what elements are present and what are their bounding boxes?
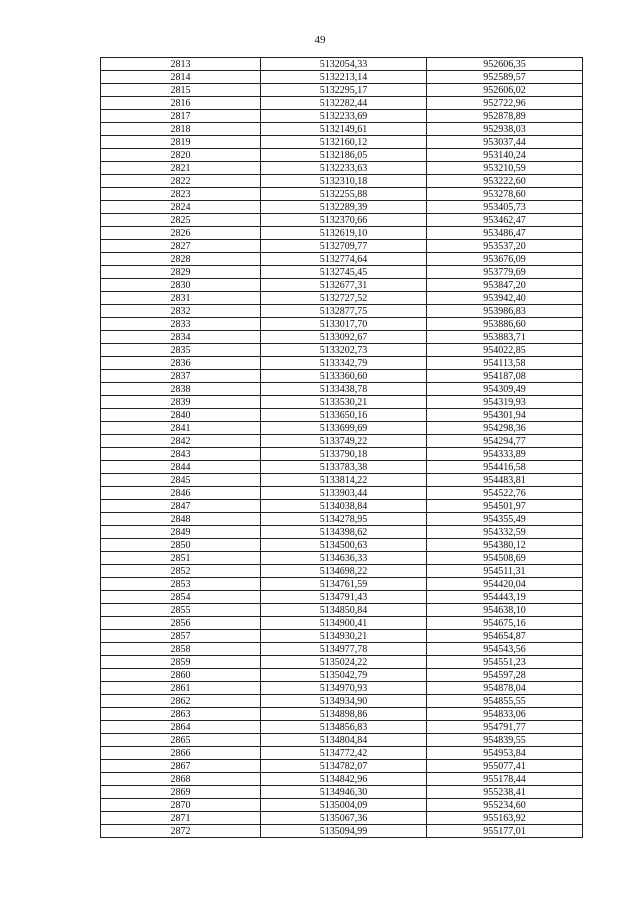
y-coordinate-cell: 952938,03 bbox=[427, 123, 583, 136]
coordinates-table bbox=[100, 57, 583, 838]
y-coordinate-cell: 953405,73 bbox=[427, 201, 583, 214]
y-coordinate-cell: 952878,89 bbox=[427, 110, 583, 123]
point-number-cell: 2854 bbox=[101, 591, 261, 604]
x-coordinate-cell: 5132233,69 bbox=[261, 110, 427, 123]
x-coordinate-cell: 5134500,63 bbox=[261, 539, 427, 552]
y-coordinate-cell: 955177,01 bbox=[427, 825, 583, 838]
y-coordinate-cell: 953779,69 bbox=[427, 266, 583, 279]
point-number-cell: 2822 bbox=[101, 175, 261, 188]
y-coordinate-cell: 953037,44 bbox=[427, 136, 583, 149]
table-row bbox=[101, 474, 583, 487]
y-coordinate-cell: 955238,41 bbox=[427, 786, 583, 799]
x-coordinate-cell: 5135024,22 bbox=[261, 656, 427, 669]
x-coordinate-cell: 5132233,63 bbox=[261, 162, 427, 175]
point-number-cell: 2842 bbox=[101, 435, 261, 448]
x-coordinate-cell: 5132295,17 bbox=[261, 84, 427, 97]
y-coordinate-cell: 954022,85 bbox=[427, 344, 583, 357]
point-number-cell: 2838 bbox=[101, 383, 261, 396]
y-coordinate-cell: 953486,47 bbox=[427, 227, 583, 240]
x-coordinate-cell: 5134278,95 bbox=[261, 513, 427, 526]
y-coordinate-cell: 954543,56 bbox=[427, 643, 583, 656]
y-coordinate-cell: 953886,60 bbox=[427, 318, 583, 331]
x-coordinate-cell: 5134900,41 bbox=[261, 617, 427, 630]
x-coordinate-cell: 5135067,36 bbox=[261, 812, 427, 825]
y-coordinate-cell: 954298,36 bbox=[427, 422, 583, 435]
table-row bbox=[101, 58, 583, 71]
y-coordinate-cell: 952606,35 bbox=[427, 58, 583, 71]
x-coordinate-cell: 5132677,31 bbox=[261, 279, 427, 292]
point-number-cell: 2840 bbox=[101, 409, 261, 422]
table-row bbox=[101, 357, 583, 370]
table-row bbox=[101, 123, 583, 136]
y-coordinate-cell: 954791,77 bbox=[427, 721, 583, 734]
y-coordinate-cell: 954953,84 bbox=[427, 747, 583, 760]
table-row bbox=[101, 591, 583, 604]
x-coordinate-cell: 5135094,99 bbox=[261, 825, 427, 838]
table-row bbox=[101, 409, 583, 422]
y-coordinate-cell: 954654,87 bbox=[427, 630, 583, 643]
y-coordinate-cell: 954839,55 bbox=[427, 734, 583, 747]
y-coordinate-cell: 954878,04 bbox=[427, 682, 583, 695]
table-row bbox=[101, 344, 583, 357]
x-coordinate-cell: 5132727,52 bbox=[261, 292, 427, 305]
point-number-cell: 2853 bbox=[101, 578, 261, 591]
table-row bbox=[101, 448, 583, 461]
table-row bbox=[101, 84, 583, 97]
x-coordinate-cell: 5132160,12 bbox=[261, 136, 427, 149]
y-coordinate-cell: 954301,94 bbox=[427, 409, 583, 422]
x-coordinate-cell: 5135042,79 bbox=[261, 669, 427, 682]
x-coordinate-cell: 5132709,77 bbox=[261, 240, 427, 253]
table-row bbox=[101, 682, 583, 695]
y-coordinate-cell: 954380,12 bbox=[427, 539, 583, 552]
y-coordinate-cell: 954597,28 bbox=[427, 669, 583, 682]
point-number-cell: 2813 bbox=[101, 58, 261, 71]
y-coordinate-cell: 953847,20 bbox=[427, 279, 583, 292]
point-number-cell: 2831 bbox=[101, 292, 261, 305]
x-coordinate-cell: 5133790,18 bbox=[261, 448, 427, 461]
table-row bbox=[101, 643, 583, 656]
table-row bbox=[101, 292, 583, 305]
point-number-cell: 2837 bbox=[101, 370, 261, 383]
point-number-cell: 2839 bbox=[101, 396, 261, 409]
x-coordinate-cell: 5132289,39 bbox=[261, 201, 427, 214]
table-row bbox=[101, 721, 583, 734]
x-coordinate-cell: 5133749,22 bbox=[261, 435, 427, 448]
point-number-cell: 2816 bbox=[101, 97, 261, 110]
point-number-cell: 2843 bbox=[101, 448, 261, 461]
x-coordinate-cell: 5133699,69 bbox=[261, 422, 427, 435]
x-coordinate-cell: 5134934,90 bbox=[261, 695, 427, 708]
x-coordinate-cell: 5134977,78 bbox=[261, 643, 427, 656]
y-coordinate-cell: 955234,60 bbox=[427, 799, 583, 812]
table-row bbox=[101, 487, 583, 500]
point-number-cell: 2852 bbox=[101, 565, 261, 578]
point-number-cell: 2856 bbox=[101, 617, 261, 630]
y-coordinate-cell: 954551,23 bbox=[427, 656, 583, 669]
point-number-cell: 2867 bbox=[101, 760, 261, 773]
y-coordinate-cell: 955178,44 bbox=[427, 773, 583, 786]
x-coordinate-cell: 5132054,33 bbox=[261, 58, 427, 71]
y-coordinate-cell: 952589,57 bbox=[427, 71, 583, 84]
point-number-cell: 2818 bbox=[101, 123, 261, 136]
x-coordinate-cell: 5134898,86 bbox=[261, 708, 427, 721]
table-row bbox=[101, 370, 583, 383]
table-row bbox=[101, 149, 583, 162]
x-coordinate-cell: 5133017,70 bbox=[261, 318, 427, 331]
table-row bbox=[101, 253, 583, 266]
page-number: 49 bbox=[314, 34, 326, 46]
y-coordinate-cell: 954443,19 bbox=[427, 591, 583, 604]
x-coordinate-cell: 5132213,14 bbox=[261, 71, 427, 84]
point-number-cell: 2815 bbox=[101, 84, 261, 97]
table-row bbox=[101, 604, 583, 617]
table-row bbox=[101, 760, 583, 773]
y-coordinate-cell: 954675,16 bbox=[427, 617, 583, 630]
point-number-cell: 2835 bbox=[101, 344, 261, 357]
point-number-cell: 2858 bbox=[101, 643, 261, 656]
point-number-cell: 2860 bbox=[101, 669, 261, 682]
table-row bbox=[101, 201, 583, 214]
x-coordinate-cell: 5133342,79 bbox=[261, 357, 427, 370]
y-coordinate-cell: 954355,49 bbox=[427, 513, 583, 526]
table-row bbox=[101, 799, 583, 812]
table-row bbox=[101, 669, 583, 682]
x-coordinate-cell: 5134398,62 bbox=[261, 526, 427, 539]
y-coordinate-cell: 953537,20 bbox=[427, 240, 583, 253]
x-coordinate-cell: 5134038,84 bbox=[261, 500, 427, 513]
table-row bbox=[101, 812, 583, 825]
y-coordinate-cell: 953676,09 bbox=[427, 253, 583, 266]
x-coordinate-cell: 5132186,05 bbox=[261, 149, 427, 162]
table-row bbox=[101, 617, 583, 630]
table-row bbox=[101, 513, 583, 526]
point-number-cell: 2820 bbox=[101, 149, 261, 162]
point-number-cell: 2861 bbox=[101, 682, 261, 695]
x-coordinate-cell: 5133202,73 bbox=[261, 344, 427, 357]
y-coordinate-cell: 954309,49 bbox=[427, 383, 583, 396]
table-row bbox=[101, 526, 583, 539]
y-coordinate-cell: 954508,69 bbox=[427, 552, 583, 565]
point-number-cell: 2832 bbox=[101, 305, 261, 318]
x-coordinate-cell: 5134636,33 bbox=[261, 552, 427, 565]
table-row bbox=[101, 279, 583, 292]
point-number-cell: 2826 bbox=[101, 227, 261, 240]
point-number-cell: 2827 bbox=[101, 240, 261, 253]
y-coordinate-cell: 953140,24 bbox=[427, 149, 583, 162]
x-coordinate-cell: 5132370,66 bbox=[261, 214, 427, 227]
y-coordinate-cell: 954113,58 bbox=[427, 357, 583, 370]
y-coordinate-cell: 954833,06 bbox=[427, 708, 583, 721]
point-number-cell: 2823 bbox=[101, 188, 261, 201]
x-coordinate-cell: 5132310,18 bbox=[261, 175, 427, 188]
x-coordinate-cell: 5134930,21 bbox=[261, 630, 427, 643]
y-coordinate-cell: 954483,81 bbox=[427, 474, 583, 487]
point-number-cell: 2821 bbox=[101, 162, 261, 175]
point-number-cell: 2825 bbox=[101, 214, 261, 227]
table-row bbox=[101, 786, 583, 799]
point-number-cell: 2834 bbox=[101, 331, 261, 344]
table-row bbox=[101, 266, 583, 279]
point-number-cell: 2829 bbox=[101, 266, 261, 279]
table-row bbox=[101, 708, 583, 721]
table-row bbox=[101, 188, 583, 201]
y-coordinate-cell: 953942,40 bbox=[427, 292, 583, 305]
point-number-cell: 2814 bbox=[101, 71, 261, 84]
point-number-cell: 2863 bbox=[101, 708, 261, 721]
x-coordinate-cell: 5132774,64 bbox=[261, 253, 427, 266]
table-row bbox=[101, 539, 583, 552]
table-row bbox=[101, 110, 583, 123]
point-number-cell: 2817 bbox=[101, 110, 261, 123]
point-number-cell: 2864 bbox=[101, 721, 261, 734]
x-coordinate-cell: 5133092,67 bbox=[261, 331, 427, 344]
point-number-cell: 2851 bbox=[101, 552, 261, 565]
y-coordinate-cell: 954187,08 bbox=[427, 370, 583, 383]
x-coordinate-cell: 5133783,38 bbox=[261, 461, 427, 474]
table-row bbox=[101, 136, 583, 149]
y-coordinate-cell: 955163,92 bbox=[427, 812, 583, 825]
x-coordinate-cell: 5132619,10 bbox=[261, 227, 427, 240]
y-coordinate-cell: 954294,77 bbox=[427, 435, 583, 448]
point-number-cell: 2833 bbox=[101, 318, 261, 331]
point-number-cell: 2846 bbox=[101, 487, 261, 500]
y-coordinate-cell: 955077,41 bbox=[427, 760, 583, 773]
point-number-cell: 2824 bbox=[101, 201, 261, 214]
x-coordinate-cell: 5133438,78 bbox=[261, 383, 427, 396]
point-number-cell: 2819 bbox=[101, 136, 261, 149]
point-number-cell: 2871 bbox=[101, 812, 261, 825]
point-number-cell: 2847 bbox=[101, 500, 261, 513]
y-coordinate-cell: 954332,59 bbox=[427, 526, 583, 539]
y-coordinate-cell: 954319,93 bbox=[427, 396, 583, 409]
point-number-cell: 2836 bbox=[101, 357, 261, 370]
y-coordinate-cell: 953210,59 bbox=[427, 162, 583, 175]
point-number-cell: 2868 bbox=[101, 773, 261, 786]
y-coordinate-cell: 954501,97 bbox=[427, 500, 583, 513]
x-coordinate-cell: 5132745,45 bbox=[261, 266, 427, 279]
point-number-cell: 2869 bbox=[101, 786, 261, 799]
table-row bbox=[101, 396, 583, 409]
point-number-cell: 2845 bbox=[101, 474, 261, 487]
x-coordinate-cell: 5132877,75 bbox=[261, 305, 427, 318]
point-number-cell: 2828 bbox=[101, 253, 261, 266]
x-coordinate-cell: 5134946,30 bbox=[261, 786, 427, 799]
point-number-cell: 2841 bbox=[101, 422, 261, 435]
table-row bbox=[101, 656, 583, 669]
x-coordinate-cell: 5134782,07 bbox=[261, 760, 427, 773]
table-row bbox=[101, 734, 583, 747]
point-number-cell: 2849 bbox=[101, 526, 261, 539]
y-coordinate-cell: 953222,60 bbox=[427, 175, 583, 188]
y-coordinate-cell: 953883,71 bbox=[427, 331, 583, 344]
table-row bbox=[101, 227, 583, 240]
x-coordinate-cell: 5135004,09 bbox=[261, 799, 427, 812]
table-row bbox=[101, 162, 583, 175]
point-number-cell: 2857 bbox=[101, 630, 261, 643]
table-row bbox=[101, 552, 583, 565]
table-row bbox=[101, 435, 583, 448]
coordinates-table-body bbox=[101, 58, 583, 838]
y-coordinate-cell: 954511,31 bbox=[427, 565, 583, 578]
point-number-cell: 2872 bbox=[101, 825, 261, 838]
point-number-cell: 2862 bbox=[101, 695, 261, 708]
y-coordinate-cell: 954855,55 bbox=[427, 695, 583, 708]
point-number-cell: 2830 bbox=[101, 279, 261, 292]
y-coordinate-cell: 952722,96 bbox=[427, 97, 583, 110]
table-row bbox=[101, 695, 583, 708]
x-coordinate-cell: 5134791,43 bbox=[261, 591, 427, 604]
table-row bbox=[101, 175, 583, 188]
table-row bbox=[101, 461, 583, 474]
x-coordinate-cell: 5134804,84 bbox=[261, 734, 427, 747]
x-coordinate-cell: 5133530,21 bbox=[261, 396, 427, 409]
table-row bbox=[101, 747, 583, 760]
x-coordinate-cell: 5134842,96 bbox=[261, 773, 427, 786]
table-row bbox=[101, 578, 583, 591]
point-number-cell: 2859 bbox=[101, 656, 261, 669]
y-coordinate-cell: 954420,04 bbox=[427, 578, 583, 591]
table-row bbox=[101, 305, 583, 318]
table-row bbox=[101, 825, 583, 838]
y-coordinate-cell: 953986,83 bbox=[427, 305, 583, 318]
point-number-cell: 2866 bbox=[101, 747, 261, 760]
point-number-cell: 2870 bbox=[101, 799, 261, 812]
x-coordinate-cell: 5133360,60 bbox=[261, 370, 427, 383]
point-number-cell: 2850 bbox=[101, 539, 261, 552]
x-coordinate-cell: 5132149,61 bbox=[261, 123, 427, 136]
table-row bbox=[101, 773, 583, 786]
x-coordinate-cell: 5134850,84 bbox=[261, 604, 427, 617]
x-coordinate-cell: 5134698,22 bbox=[261, 565, 427, 578]
table-row bbox=[101, 630, 583, 643]
x-coordinate-cell: 5132282,44 bbox=[261, 97, 427, 110]
x-coordinate-cell: 5132255,88 bbox=[261, 188, 427, 201]
x-coordinate-cell: 5134970,93 bbox=[261, 682, 427, 695]
point-number-cell: 2855 bbox=[101, 604, 261, 617]
table-row bbox=[101, 318, 583, 331]
y-coordinate-cell: 954638,10 bbox=[427, 604, 583, 617]
y-coordinate-cell: 953462,47 bbox=[427, 214, 583, 227]
table-row bbox=[101, 240, 583, 253]
table-row bbox=[101, 565, 583, 578]
table-row bbox=[101, 383, 583, 396]
y-coordinate-cell: 954522,76 bbox=[427, 487, 583, 500]
table-row bbox=[101, 331, 583, 344]
x-coordinate-cell: 5133650,16 bbox=[261, 409, 427, 422]
table-row bbox=[101, 500, 583, 513]
table-row bbox=[101, 71, 583, 84]
x-coordinate-cell: 5133814,22 bbox=[261, 474, 427, 487]
point-number-cell: 2844 bbox=[101, 461, 261, 474]
y-coordinate-cell: 953278,60 bbox=[427, 188, 583, 201]
table-row bbox=[101, 214, 583, 227]
table-row bbox=[101, 422, 583, 435]
point-number-cell: 2865 bbox=[101, 734, 261, 747]
y-coordinate-cell: 954333,89 bbox=[427, 448, 583, 461]
x-coordinate-cell: 5134761,59 bbox=[261, 578, 427, 591]
y-coordinate-cell: 954416,58 bbox=[427, 461, 583, 474]
x-coordinate-cell: 5134856,83 bbox=[261, 721, 427, 734]
x-coordinate-cell: 5134772,42 bbox=[261, 747, 427, 760]
point-number-cell: 2848 bbox=[101, 513, 261, 526]
y-coordinate-cell: 952606,02 bbox=[427, 84, 583, 97]
table-row bbox=[101, 97, 583, 110]
x-coordinate-cell: 5133903,44 bbox=[261, 487, 427, 500]
